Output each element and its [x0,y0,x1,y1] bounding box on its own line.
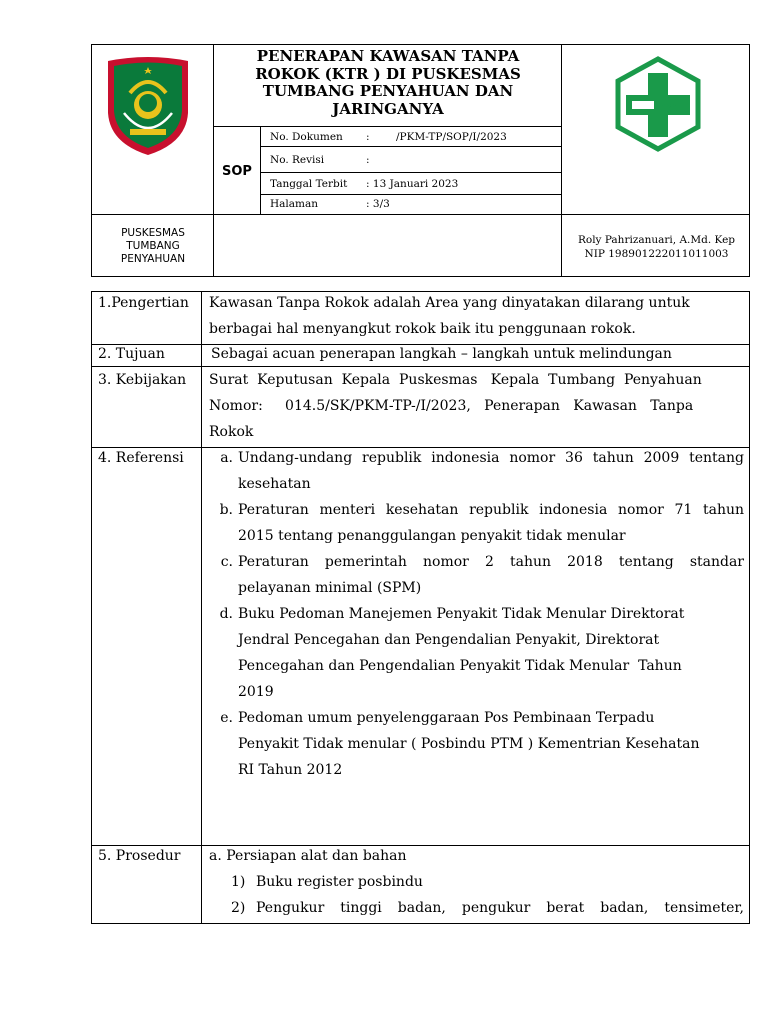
list-line: Peraturan menteri kesehatan republik indonesia nomor 71 tahun [238,502,744,518]
prosedur-heading: a. Persiapan alat dan bahan [209,848,407,864]
list-marker: 1) [231,874,246,890]
regional-emblem-logo [100,53,196,157]
meta-key: No. Revisi [270,154,325,166]
list-line: Pencegahan dan Pengendalian Penyakit Tidak Menular Tahun [238,658,682,674]
meta-value: 3/3 [372,198,390,210]
meta-row-no-dokumen [270,129,507,145]
meta-sep: : [366,131,370,143]
title-line: ROKOK (KTR ) DI PUSKESMAS [255,64,521,83]
list-marker: e. [220,710,233,726]
list-line: Peraturan pemerintah nomor 2 tahun 2018 tentang standar [238,554,744,570]
signer-nip: NIP 198901222011011003 [584,247,729,260]
content-line: Nomor: 014.5/SK/PKM-TP-/I/2023, Penerapan Kawasan Tanpa [209,398,694,414]
list-marker: c. [220,554,233,570]
list-line: Jendral Pencegahan dan Pengendalian Penyakit, Direktorat [238,632,660,648]
list-marker: 2) [231,900,246,916]
list-line: 2019 [238,684,274,700]
list-marker: d. [219,606,233,622]
meta-key: Tanggal Terbit [270,178,348,190]
organization-name [92,215,214,278]
label-pengertian: 1.Pengertian [98,295,189,311]
list-line: Pedoman umum penyelenggaraan Pos Pembinaan Terpadu [238,710,655,726]
list-line: Undang-undang republik indonesia nomor 36 tahun 2009 tentang [238,450,744,466]
sop-label: SOP [222,163,252,179]
meta-sep: : [366,198,370,210]
list-line: 2015 tentang penanggulangan penyakit tidak menular [238,528,626,544]
org-line: PUSKESMAS [121,227,185,239]
list-item [209,705,744,783]
list-item [209,445,744,497]
title-line: PENERAPAN KAWASAN TANPA [256,47,520,65]
title-line: JARINGANYA [332,99,444,118]
signer-name: Roly Pahrizanuari, A.Md. Kep [577,233,736,246]
signer-block [562,215,751,278]
meta-key: Halaman [270,198,319,210]
org-line: PENYAHUAN [120,253,186,265]
content-tujuan: Sebagai acuan penerapan langkah – langkah untuk melindungan [211,346,672,362]
org-line: TUMBANG [126,240,180,252]
list-item [209,601,744,705]
list-marker: b. [219,502,233,518]
list-item [209,869,744,895]
label-kebijakan: 3. Kebijakan [98,372,187,388]
meta-key: No. Dokumen [270,131,343,143]
content-kebijakan [209,367,744,445]
list-line: Buku register posbindu [256,874,423,890]
list-item [209,497,744,549]
title-line: TUMBANG PENYAHUAN DAN [262,82,514,100]
list-line: kesehatan [238,476,311,492]
list-line: Buku Pedoman Manejemen Penyakit Tidak Menular Direktorat [238,606,685,622]
list-item [209,549,744,601]
content-line: Kawasan Tanpa Rokok adalah Area yang dinyatakan dilarang untuk [209,295,690,311]
meta-row-halaman [270,196,390,212]
meta-sep: : [366,154,370,166]
content-line: Rokok [209,424,254,440]
sop-content-table [91,291,750,924]
meta-sep: : [366,178,370,190]
label-referensi: 4. Referensi [98,450,184,466]
document-title [214,45,562,125]
label-prosedur: 5. Prosedur [98,848,181,864]
list-item [209,895,744,921]
meta-value: /PKM-TP/SOP/I/2023 [396,131,507,143]
referensi-list [209,445,744,783]
meta-row-tanggal-terbit [270,176,458,192]
sop-header-table [91,44,750,277]
list-line: RI Tahun 2012 [238,762,343,778]
list-line: Pengukur tinggi badan, pengukur berat badan, tensimeter, [256,900,744,916]
meta-value: 13 Januari 2023 [372,178,459,190]
content-line: Surat Keputusan Kepala Puskesmas Kepala Tumbang Penyahuan [209,372,702,388]
prosedur-content [209,843,744,921]
label-tujuan: 2. Tujuan [98,346,165,362]
meta-row-no-revisi [270,152,396,168]
list-line: Penyakit Tidak menular ( Posbindu PTM ) Kementrian Kesehatan [238,736,700,752]
puskesmas-logo [610,53,706,157]
content-line: berbagai hal menyangkut rokok baik itu penggunaan rokok. [209,321,636,337]
list-marker: a. [220,450,233,466]
list-line: pelayanan minimal (SPM) [238,580,422,596]
content-pengertian [209,290,744,342]
